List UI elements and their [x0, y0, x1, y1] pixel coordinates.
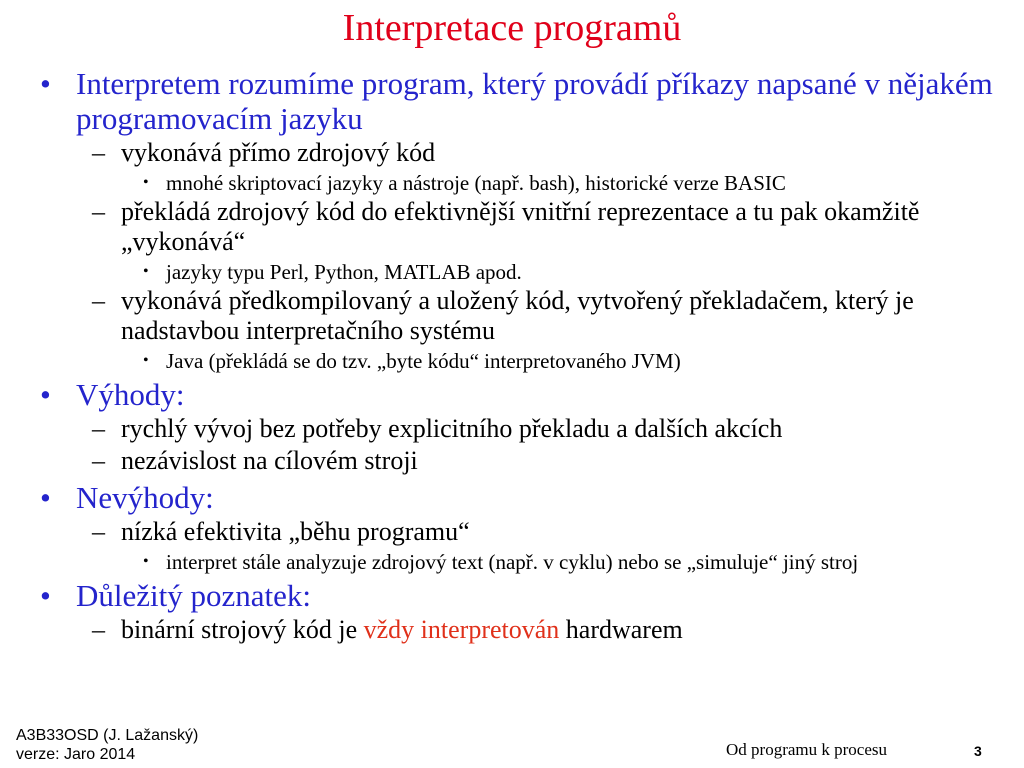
subbullet-low-efficiency: [0, 517, 1024, 547]
bullet-marker: •: [40, 480, 51, 515]
subbullet-text-before: binární strojový kód je: [121, 615, 364, 644]
bullet-marker: •: [143, 553, 149, 570]
subsubbullet-text: interpret stále analyzuje zdrojový text (např. v cyklu) nebo se „simuluje“ jiný stroj: [166, 550, 859, 574]
slide-title: Interpretace programů: [342, 7, 682, 49]
bullet-text: Interpretem rozumíme program, který provádí příkazy napsané v nějakém programovacím jazyku: [76, 66, 993, 136]
subbullet-fast-development: [0, 414, 1024, 444]
bullet-marker: •: [40, 578, 51, 613]
bullet-text: Důležitý poznatek:: [76, 578, 311, 613]
dash-marker: –: [92, 517, 105, 546]
subbullet-text: nízká efektivita „běhu programu“: [121, 517, 470, 546]
bullet-marker: •: [40, 66, 51, 101]
subbullet-internal-representation: [0, 197, 1024, 257]
highlighted-text: vždy interpretován: [363, 615, 560, 644]
bullet-text: Nevýhody:: [76, 480, 214, 515]
subbullet-text: překládá zdrojový kód do efektivnější vnitřní reprezentace a tu pak okamžitě „vykonává“: [121, 197, 920, 256]
subsubbullet-scripting-languages: [0, 171, 1024, 195]
dash-marker: –: [92, 138, 105, 167]
subsubbullet-text: mnohé skriptovací jazyky a nástroje (např. bash), historické verze BASIC: [166, 171, 786, 195]
bullet-marker: •: [143, 174, 149, 191]
dash-marker: –: [92, 286, 105, 315]
bullet-advantages: [0, 377, 1024, 412]
bullet-key-insight: [0, 578, 1024, 613]
subsubbullet-text: jazyky typu Perl, Python, MATLAB apod.: [166, 260, 522, 284]
subbullet-text: vykonává předkompilovaný a uložený kód, vytvořený překladačem, který je nadstavbou interpretačního systému: [121, 286, 914, 345]
subsubbullet-perl-python: [0, 260, 1024, 284]
dash-marker: –: [92, 615, 105, 644]
page-number: 3: [974, 743, 982, 759]
footer-version: verze: Jaro 2014: [16, 746, 136, 763]
subsubbullet-java: [0, 349, 1024, 373]
bullet-text: Výhody:: [76, 377, 185, 412]
subbullet-text: nezávislost na cílovém stroji: [121, 446, 418, 475]
subbullet-text: vykonává přímo zdrojový kód: [121, 138, 436, 167]
bullet-marker: •: [143, 352, 149, 369]
bullet-disadvantages: [0, 480, 1024, 515]
footer-lecture-title: Od programu k procesu: [726, 740, 887, 759]
subbullet-text-after: hardwarem: [559, 615, 683, 644]
bullet-marker: •: [143, 263, 149, 280]
subbullet-text: rychlý vývoj bez potřeby explicitního překladu a dalších akcích: [121, 414, 783, 443]
footer-course-info: [16, 726, 198, 764]
subsubbullet-source-analysis: [0, 550, 1024, 574]
dash-marker: –: [92, 197, 105, 226]
subsubbullet-text: Java (překládá se do tzv. „byte kódu“ interpretovaného JVM): [166, 349, 681, 373]
subbullet-machine-independence: [0, 446, 1024, 476]
subbullet-precompiled: [0, 286, 1024, 346]
subbullet-hardware-interpretation: [0, 615, 1024, 645]
footer-course: A3B33OSD (J. Lažanský): [16, 727, 199, 744]
dash-marker: –: [92, 414, 105, 443]
dash-marker: –: [92, 446, 105, 475]
bullet-marker: •: [40, 377, 51, 412]
subbullet-direct-execution: [0, 138, 1024, 168]
slide-content: [0, 62, 1024, 645]
bullet-interpreter-definition: [0, 66, 1024, 136]
